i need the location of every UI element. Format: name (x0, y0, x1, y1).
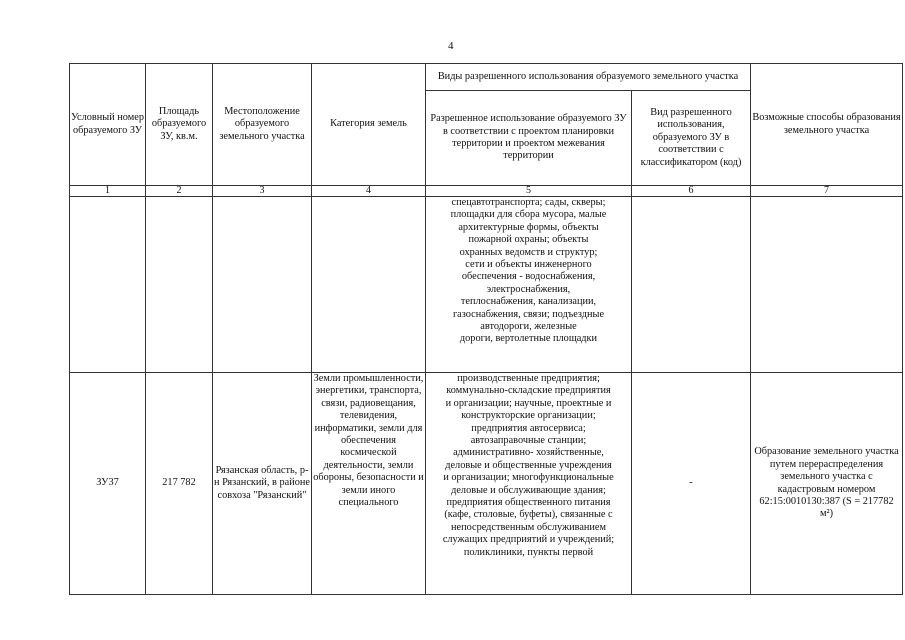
category-cell: Земли промышленности, энергетики, транспорта, связи, радиовещания, телевидения, информатики, земли для обеспечения космической деятельности, земли обороны, безопасности и земли иного специального (312, 373, 426, 595)
permitted-use-line: дороги, вертолетные площадки (459, 333, 598, 345)
header-classifier-code: Вид разрешенного использования, образуемого ЗУ в соответствии с классификатором (код) (632, 91, 751, 186)
permitted-use-line: деловые и общественные учреждения (445, 459, 612, 471)
permitted-use-line: архитектурные формы, объекты (458, 221, 599, 233)
formation-method-cell: Образование земельного участка путем перераспределения земельного участка с кадастровым номером 62:15:0010130:387 (S = 217782 м²) (751, 373, 903, 595)
area-cell (146, 197, 213, 373)
column-number: 4 (312, 186, 426, 197)
column-number: 2 (146, 186, 213, 197)
column-number: 6 (632, 186, 751, 197)
header-category: Категория земель (312, 64, 426, 186)
column-number: 7 (751, 186, 903, 197)
permitted-use-cell (426, 197, 632, 373)
permitted-use-line: деловые и обслуживающие здания; (451, 484, 606, 496)
permitted-use-line: производственные предприятия; (457, 373, 600, 384)
plot-number-cell: ЗУ37 (70, 373, 146, 595)
header-row-top (70, 64, 903, 91)
permitted-use-line: конструкторские организации; (461, 410, 596, 422)
permitted-use-line: обеспечения - водоснабжения, (461, 271, 596, 283)
header-permitted-use-group: Виды разрешенного использования образуемого земельного участка (426, 64, 751, 91)
table-row (70, 373, 903, 595)
permitted-use-line: и организации; научные, проектные и (445, 397, 612, 409)
column-number: 5 (426, 186, 632, 197)
permitted-use-line: (кафе, столовые, буфеты), связанные с (444, 509, 613, 521)
category-cell (312, 197, 426, 373)
permitted-use-line: предприятия общественного питания (446, 497, 611, 509)
permitted-use-line: автодороги, железные (480, 321, 577, 333)
permitted-use-line: поликлиники, пункты первой (463, 546, 594, 558)
land-plot-table (69, 63, 903, 595)
permitted-use-line: коммунально-складские предприятия (446, 385, 611, 397)
area-cell: 217 782 (146, 373, 213, 595)
permitted-use-line: электроснабжения, (486, 283, 571, 295)
classifier-code-cell: - (632, 373, 751, 595)
permitted-use-line: автозаправочные станции; (470, 435, 587, 447)
plot-number-cell (70, 197, 146, 373)
permitted-use-line: служащих предприятий и учреждений; (442, 534, 615, 546)
permitted-use-line: пожарной охраны; объекты (468, 234, 589, 246)
classifier-code-cell (632, 197, 751, 373)
permitted-use-line: предприятия автосервиса; (471, 422, 586, 434)
page-number: 4 (448, 40, 454, 52)
header-area: Площадь образуемого ЗУ, кв.м. (146, 64, 213, 186)
permitted-use-line: охранных ведомств и структур; (459, 246, 598, 258)
permitted-use-line: непосредственным обслуживанием (451, 521, 606, 533)
permitted-use-line: спецавтотранспорта; сады, скверы; (451, 197, 606, 208)
header-permitted-use: Разрешенное использование образуемого ЗУ в соответствии с проектом планировки территории и проектом межевания территории (426, 91, 632, 186)
column-number: 1 (70, 186, 146, 197)
permitted-use-line: и организации; многофункциональные (443, 472, 614, 484)
table-row (70, 197, 903, 373)
permitted-use-cell (426, 373, 632, 595)
permitted-use-line: площадки для сбора мусора, малые (450, 209, 607, 221)
column-number-row (70, 186, 903, 197)
location-cell (213, 197, 312, 373)
permitted-use-line: сети и объекты инженерного (465, 259, 592, 271)
formation-method-cell (751, 197, 903, 373)
permitted-use-line: газоснабжения, связи; подъездные (452, 308, 605, 320)
location-cell: Рязанская область, р-н Рязанский, в районе совхоза "Рязанский" (213, 373, 312, 595)
header-plot-number: Условный номер образуемого ЗУ (70, 64, 146, 186)
permitted-use-line: административно- хозяйственные, (453, 447, 604, 459)
column-number: 3 (213, 186, 312, 197)
header-formation-method: Возможные способы образования земельного участка (751, 64, 903, 186)
header-location: Местоположение образуемого земельного участка (213, 64, 312, 186)
permitted-use-line: теплоснабжения, канализации, (460, 296, 597, 308)
